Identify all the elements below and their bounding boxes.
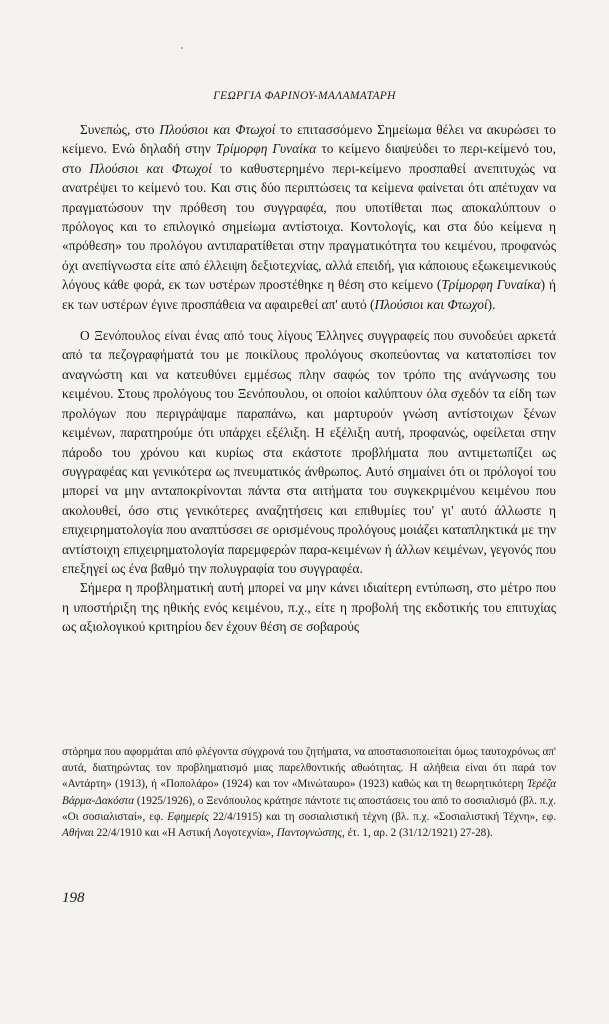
print-speck bbox=[181, 47, 183, 49]
italic-title: Πλούσιοι και Φτωχοί bbox=[374, 296, 488, 312]
text-run: Ο Ξενόπουλος είναι ένας από τους λίγους Έλληνες συγγραφείς που συνοδεύει αρκετά από τα πεζογραφήματά του με ποικίλους προλόγους σκοπεύοντας να κατατοπίσει τον αναγνώστη και να κατευθύνει εμμέσως πλην σαφώς τον τρόπο της ανάγνωσης του κειμένου. Στους προλόγους του Ξενόπουλου, οι οποίοι καλύπτουν όλα σχεδόν τα είδη των προλόγων που περιγράψαμε παραπάνω, και μαρτυρούν γνώση αντίστοιχων ξένων κειμένων, παρατηρούμε ότι υπάρχει εξέλιξη. Η εξέλιξη αυτή, προφανώς, οφείλεται στην πάροδο του χρόνου και κυρίως στα εκάστοτε προβλήματα που αντιμετωπίζει ως συγγραφέας και γενικότερα ως πνευματικός άνθρωπος. Αυτό σημαίνει ότι οι πρόλογοί του μπορεί να μην ανταποκρίνονται πάντα στα αιτήματα του συγκεκριμένου κειμένου που ακολουθεί, όσο στις γενικότερες αναζητήσεις και επιθυμίες του' γι' αυτό άλλωστε η επιχειρηματολογία που αναπτύσσει σε ορισμένους προλόγους μοιάζει καταπληκτικά με την αντίστοιχη επιχειρηματολογία παρεμφερών παρα-κειμένων ή άλλων κειμένων, γεγονός που επεξηγεί ως ένα βαθμό την πολυγραφία του συγγραφέα. bbox=[62, 328, 556, 576]
running-header: ΓΕΩΡΓΙΑ ΦΑΡΙΝΟΥ-ΜΑΛΑΜΑΤΑΡΗ bbox=[213, 90, 396, 102]
text-run: στόρημα που αφορμάται από φλέγοντα σύγχρονά του ζητήματα, να αποστασιοποιείται όμως ταυτοχρόνως απ' αυτά, διατηρώντας τον προβληματισμό μιας παρελθοντικής αθωότητας. Η αλήθεια είναι ότι παρά τον «Αντάρτη» (1913), ή «Ποπολάρο» (1924) και τον «Μινώταυρο» (1923) καθώς και τη θεωρητικότερη bbox=[62, 746, 556, 791]
text-run: 22/4/1910 και «Η Αστική Λογοτεχνία», bbox=[93, 827, 277, 840]
italic-title: Τρίμορφη Γυναίκα bbox=[215, 141, 317, 157]
text-run: , έτ. 1, αρ. 2 (31/12/1921) 27-28). bbox=[341, 827, 493, 840]
text-run: το επιτασσόμενο Σημείωμα θέλει να ακυρώσει το κείμενο. Ενώ δηλαδή στην bbox=[62, 122, 556, 157]
body-text bbox=[62, 120, 556, 637]
footnote-text bbox=[62, 744, 556, 841]
italic-title: Τερέζα Βάρμα-Δακόστα bbox=[62, 778, 556, 807]
paragraph-2 bbox=[62, 326, 556, 578]
italic-title: Αθήναι bbox=[62, 827, 94, 840]
text-run: Σήμερα η προβληματική αυτή μπορεί να μην κάνει ιδιαίτερη εντύπωση, στο μέτρο που η υποστήριξη της ηθικής ενός κειμένου, π.χ., είτε η προβολή της εκδοτικής του επιτυχίας ως αξιολογικού κριτηρίου δεν έχουν θέση σε σοβαρούς bbox=[62, 580, 556, 635]
text-run: Συνεπώς, στο bbox=[80, 122, 160, 137]
paragraph-1 bbox=[62, 120, 556, 314]
paragraph-3 bbox=[62, 578, 556, 636]
italic-title: Τρίμορφη Γυναίκα bbox=[441, 277, 541, 293]
text-run: ). bbox=[487, 296, 496, 312]
text-run: 22/4/1915) και τη σοσιαλιστική τέχνη (βλ. π.χ. «Σοσιαλιστική Τέχνη», εφ. bbox=[208, 810, 556, 823]
page-number: 198 bbox=[62, 890, 85, 906]
italic-title: Πλούσιοι και Φτωχοί bbox=[89, 160, 212, 176]
italic-title: Εφημερίς bbox=[167, 810, 209, 823]
italic-title: Παντογνώστης bbox=[276, 827, 342, 840]
footnote bbox=[62, 744, 556, 841]
italic-title: Πλούσιοι και Φτωχοί bbox=[159, 122, 276, 137]
text-run: το κείμενο διαψεύδει το περι-κείμενό του, στο bbox=[62, 141, 556, 176]
text-run: το καθυστερημένο περι-κείμενο προσπαθεί ανεπιτυχώς να ανατρέψει το κείμενό του. Και στις δύο περιπτώσεις τα κείμενα φαίνεται ότι απέτυχαν να πραγματώσουν την πρόθεση του συγγραφέα, που υποτίθεται πως αποκαλύπτουν ο πρόλογος και το επιλογικό σημείωμα αντίστοιχα. Κοντολογίς, και στα δύο κείμενα η «πρόθεση» του προλόγου αντιπαρατίθεται στην πραγματικότητα του κειμένου, προφανώς όχι ανεπίγνωστα είτε από έλλειψη δεξιοτεχνίας, αλλά επειδή, για κάποιους εξωκειμενικούς λόγους κάθε φορά, εκ των υστέρων προστέθηκε η θέση στο κείμενο ( bbox=[62, 160, 556, 293]
text-run: (1925/1926), ο Ξενόπουλος κράτησε πάντοτε τις αποστάσεις του από το σοσιαλισμό (βλ. π.χ. «Οι σοσιαλισταί», εφ. bbox=[62, 794, 556, 823]
text-run: ) ή εκ των υστέρων έγινε προσπάθεια να αφαιρεθεί απ' αυτό ( bbox=[62, 277, 557, 312]
